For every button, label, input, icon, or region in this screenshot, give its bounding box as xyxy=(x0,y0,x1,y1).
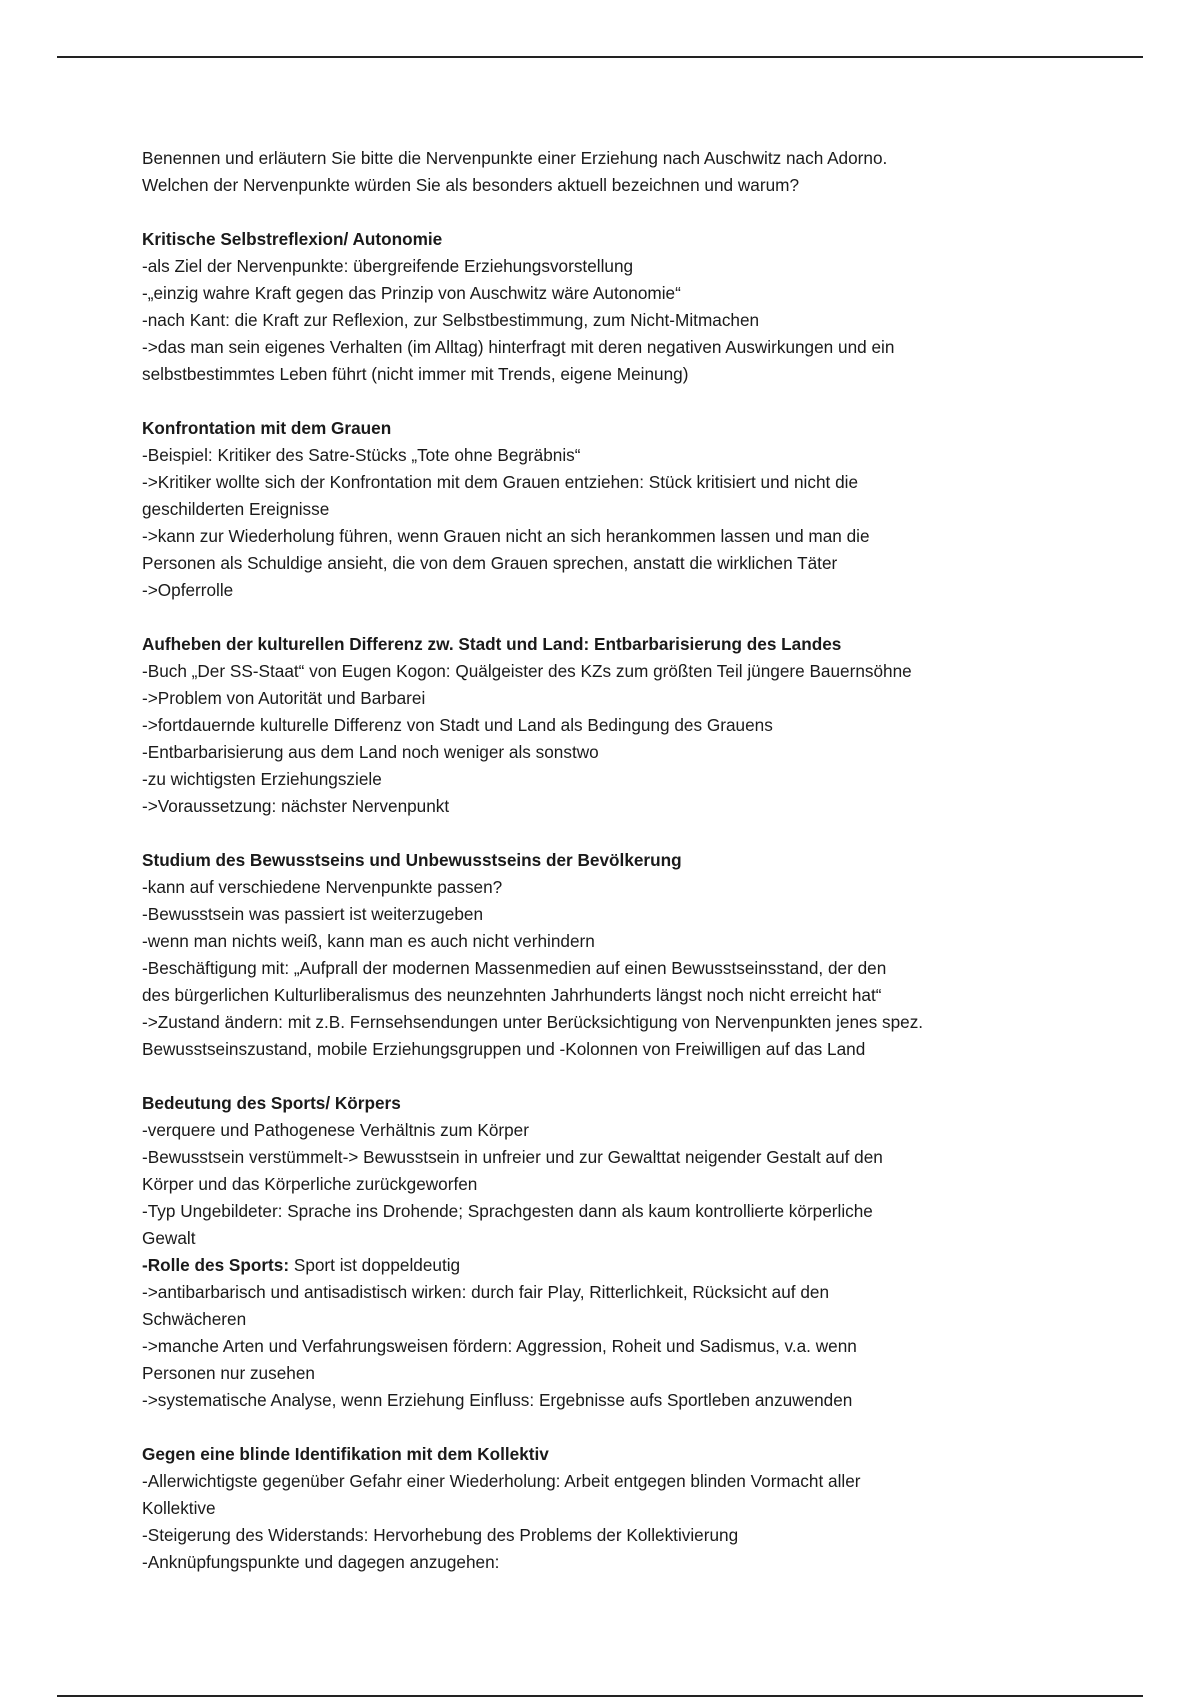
section-line: -Anknüpfungspunkte und dagegen anzugehen: xyxy=(142,1552,500,1572)
section-line: ->systematische Analyse, wenn Erziehung Einfluss: Ergebnisse aufs Sportleben anzuwenden xyxy=(142,1390,853,1410)
rolle-des-sports-label: -Rolle des Sports: xyxy=(142,1255,290,1275)
rolle-des-sports-text: Sport ist doppeldeutig xyxy=(289,1255,461,1275)
section-line: -zu wichtigsten Erziehungsziele xyxy=(142,769,382,789)
section-line: ->das man sein eigenes Verhalten (im Alltag) hinterfragt mit deren negativen Auswirkungen und ein xyxy=(142,337,895,357)
intro-line: Welchen der Nervenpunkte würden Sie als besonders aktuell bezeichnen und warum? xyxy=(142,175,800,195)
section-line: ->antibarbarisch und antisadistisch wirken: durch fair Play, Ritterlichkeit, Rücksicht auf den xyxy=(142,1282,830,1302)
section-heading: Gegen eine blinde Identifikation mit dem Kollektiv xyxy=(142,1444,549,1464)
section-line: -Beispiel: Kritiker des Satre-Stücks „Tote ohne Begräbnis“ xyxy=(142,445,581,465)
section-line: -Bewusstsein verstümmelt-> Bewusstsein in unfreier und zur Gewalttat neigender Gestalt auf den xyxy=(142,1147,883,1167)
section-heading: Aufheben der kulturellen Differenz zw. Stadt und Land: Entbarbarisierung des Landes xyxy=(142,634,842,654)
section-line: Personen nur zusehen xyxy=(142,1363,315,1383)
rolle-des-sports-line xyxy=(142,1252,1082,1279)
section-line: ->Voraussetzung: nächster Nervenpunkt xyxy=(142,796,450,816)
section-autonomie xyxy=(142,226,1082,388)
section-line: Körper und das Körperliche zurückgeworfen xyxy=(142,1174,478,1194)
section-line: -Buch „Der SS-Staat“ von Eugen Kogon: Quälgeister des KZs zum größten Teil jüngere Bauernsöhne xyxy=(142,661,912,681)
intro-question xyxy=(142,145,1082,199)
section-line: -verquere und Pathogenese Verhältnis zum Körper xyxy=(142,1120,529,1140)
section-heading: Studium des Bewusstseins und Unbewusstseins der Bevölkerung xyxy=(142,850,682,870)
section-line: ->fortdauernde kulturelle Differenz von Stadt und Land als Bedingung des Grauens xyxy=(142,715,773,735)
section-line: ->Kritiker wollte sich der Konfrontation mit dem Grauen entziehen: Stück kritisiert und nicht die xyxy=(142,472,859,492)
section-line: ->kann zur Wiederholung führen, wenn Grauen nicht an sich herankommen lassen und man die xyxy=(142,526,870,546)
section-line: -Steigerung des Widerstands: Hervorhebung des Problems der Kollektivierung xyxy=(142,1525,739,1545)
section-kollektiv xyxy=(142,1441,1082,1576)
section-heading: Bedeutung des Sports/ Körpers xyxy=(142,1093,401,1113)
section-line: -wenn man nichts weiß, kann man es auch nicht verhindern xyxy=(142,931,595,951)
section-line: -Entbarbarisierung aus dem Land noch weniger als sonstwo xyxy=(142,742,599,762)
section-line: -Bewusstsein was passiert ist weiterzugeben xyxy=(142,904,484,924)
section-line: -als Ziel der Nervenpunkte: übergreifende Erziehungsvorstellung xyxy=(142,256,634,276)
section-line: Gewalt xyxy=(142,1228,196,1248)
section-line: -Allerwichtigste gegenüber Gefahr einer Wiederholung: Arbeit entgegen blinden Vormacht aller xyxy=(142,1471,861,1491)
section-grauen xyxy=(142,415,1082,604)
section-line: Kollektive xyxy=(142,1498,216,1518)
section-line: -„einzig wahre Kraft gegen das Prinzip von Auschwitz wäre Autonomie“ xyxy=(142,283,681,303)
section-line: -kann auf verschiedene Nervenpunkte passen? xyxy=(142,877,503,897)
section-sport xyxy=(142,1090,1082,1414)
section-line: Schwächeren xyxy=(142,1309,247,1329)
bottom-rule xyxy=(57,1695,1143,1697)
section-line: -Beschäftigung mit: „Aufprall der modernen Massenmedien auf einen Bewusstseinsstand, der den xyxy=(142,958,887,978)
section-stadt-land xyxy=(142,631,1082,820)
section-line: ->Opferrolle xyxy=(142,580,234,600)
section-line: Personen als Schuldige ansieht, die von dem Grauen sprechen, anstatt die wirklichen Täter xyxy=(142,553,838,573)
section-line: ->Zustand ändern: mit z.B. Fernsehsendungen unter Berücksichtigung von Nervenpunkten jenes spez. xyxy=(142,1012,924,1032)
intro-line: Benennen und erläutern Sie bitte die Nervenpunkte einer Erziehung nach Auschwitz nach Adorno. xyxy=(142,148,888,168)
section-line: geschilderten Ereignisse xyxy=(142,499,330,519)
section-line: -Typ Ungebildeter: Sprache ins Drohende; Sprachgesten dann als kaum kontrollierte körperliche xyxy=(142,1201,873,1221)
section-line: Bewusstseinszustand, mobile Erziehungsgruppen und -Kolonnen von Freiwilligen auf das Land xyxy=(142,1039,866,1059)
top-rule xyxy=(57,56,1143,58)
section-line: ->Problem von Autorität und Barbarei xyxy=(142,688,426,708)
section-line: des bürgerlichen Kulturliberalismus des neunzehnten Jahrhunderts längst noch nicht erreicht hat“ xyxy=(142,985,882,1005)
section-heading: Kritische Selbstreflexion/ Autonomie xyxy=(142,229,443,249)
section-line: -nach Kant: die Kraft zur Reflexion, zur Selbstbestimmung, zum Nicht-Mitmachen xyxy=(142,310,760,330)
document-body xyxy=(142,145,1082,1576)
section-bewusstsein xyxy=(142,847,1082,1063)
section-line: ->manche Arten und Verfahrungsweisen fördern: Aggression, Roheit und Sadismus, v.a. wenn xyxy=(142,1336,857,1356)
section-heading: Konfrontation mit dem Grauen xyxy=(142,418,392,438)
section-line: selbstbestimmtes Leben führt (nicht immer mit Trends, eigene Meinung) xyxy=(142,364,689,384)
